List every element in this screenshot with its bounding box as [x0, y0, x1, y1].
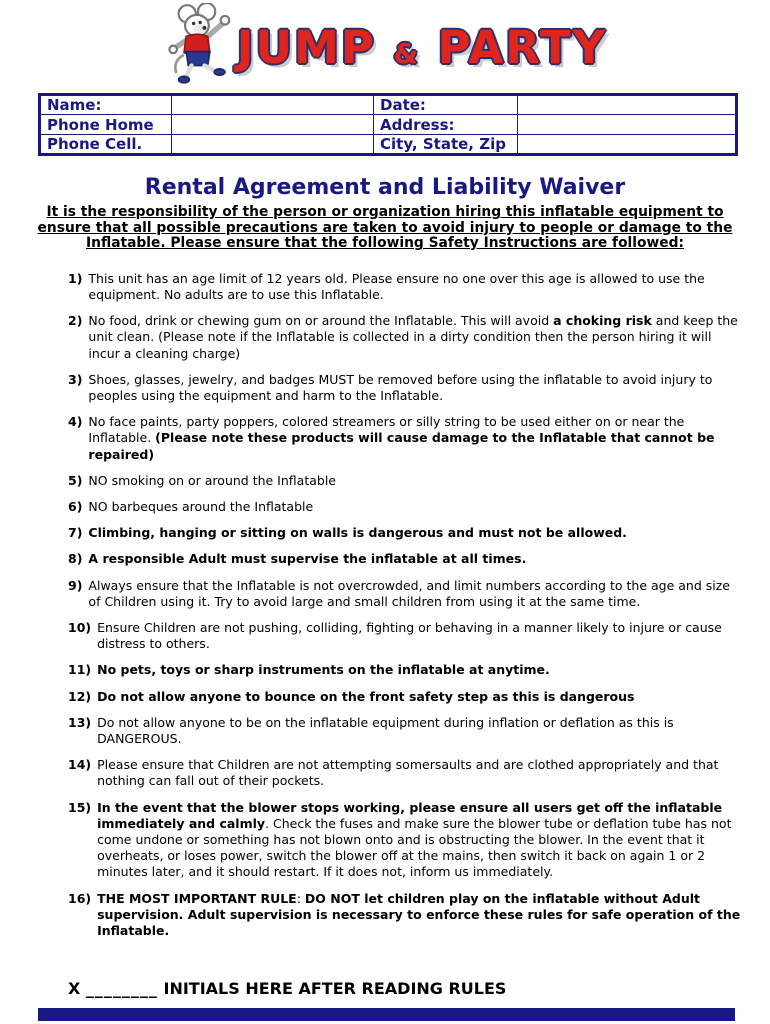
brand-word-jump: JUMP: [236, 20, 376, 74]
name-label: Name:: [40, 95, 172, 115]
rule-text-segment: THE MOST IMPORTANT RULE: [97, 890, 297, 906]
rule-text: [97, 620, 742, 652]
rule-text: [97, 689, 742, 705]
rule-text: [97, 891, 742, 940]
initials-line: [68, 979, 770, 998]
x-mark: X: [68, 979, 81, 999]
phone-home-field[interactable]: [172, 115, 374, 135]
rule-text-segment: (Please note these products will cause damage to the Inflatable that cannot be repaired): [88, 430, 715, 462]
rule-item: [68, 372, 742, 404]
rule-item: [68, 414, 742, 463]
rule-text: [88, 525, 742, 541]
rule-item: [68, 271, 742, 303]
brand-wordmark: [237, 21, 607, 74]
rule-text: [97, 715, 742, 747]
rule-text-segment: :: [296, 890, 305, 906]
rule-number: 5): [68, 472, 83, 488]
rule-text: [97, 662, 742, 678]
rule-item: [68, 578, 742, 610]
city-state-zip-field[interactable]: [518, 135, 737, 155]
rule-number: 11): [68, 662, 92, 678]
next-page-table-edge: [38, 1008, 735, 1021]
rule-text-segment: NO smoking on or around the Inflatable: [88, 472, 336, 488]
company-logo: [0, 0, 770, 88]
rule-text: [88, 578, 742, 610]
rule-number: 6): [68, 499, 83, 515]
table-row: [40, 115, 737, 135]
rule-text-segment: A responsible Adult must supervise the inflatable at all times.: [88, 551, 527, 567]
rule-number: 8): [68, 551, 83, 567]
phone-home-label: Phone Home: [40, 115, 172, 135]
phone-cell-label: Phone Cell.: [40, 135, 172, 155]
rule-text-segment: Shoes, glasses, jewelry, and badges MUST be removed before using the inflatable to avoid injury to peoples using the equipment and harm to the Inflatable.: [88, 371, 713, 403]
rule-number: 14): [68, 757, 92, 773]
rule-text-segment: This unit has an age limit of 12 years old. Please ensure no one over this age is allowed to use the equipment. No adults are to use this Inflatable.: [88, 270, 705, 302]
rule-item: [68, 525, 742, 541]
rule-text-segment: Ensure Children are not pushing, colliding, fighting or behaving in a manner likely to injure or cause distress to others.: [97, 620, 722, 652]
rule-text-segment: a choking risk: [553, 313, 652, 329]
rule-text-segment: DO NOT let children play on the inflatable without Adult supervision. Adult supervision is necessary to enforce these rules for safe operation of the Inflatable.: [97, 890, 741, 939]
rule-item: [68, 800, 742, 881]
rule-item: [68, 499, 742, 515]
rule-text: [88, 313, 742, 362]
rule-number: 2): [68, 313, 83, 329]
rule-text: [88, 271, 742, 303]
address-field[interactable]: [518, 115, 737, 135]
rule-number: 7): [68, 525, 83, 541]
rule-text-segment: Always ensure that the Inflatable is not overcrowded, and limit numbers according to the age and size of Children using it. Try to avoid large and small children from using it at the same time.: [88, 577, 730, 609]
rule-item: [68, 891, 742, 940]
rule-text: [88, 551, 742, 567]
rule-text: [88, 499, 742, 515]
rule-number: 15): [68, 799, 92, 815]
rule-item: [68, 620, 742, 652]
mouse-mascot-icon: [163, 3, 233, 89]
rule-number: 3): [68, 371, 83, 387]
rule-text: [97, 757, 742, 789]
rule-item: [68, 662, 742, 678]
date-label: Date:: [374, 95, 518, 115]
city-state-zip-label: City, State, Zip: [374, 135, 518, 155]
rule-text-segment: No food, drink or chewing gum on or around the Inflatable. This will avoid: [88, 313, 554, 329]
rules-list: [68, 271, 742, 940]
rule-text: [97, 800, 742, 881]
rule-text: [88, 473, 742, 489]
rule-number: 9): [68, 577, 83, 593]
initials-instruction: INITIALS HERE AFTER READING RULES: [163, 979, 507, 999]
initials-blank-field[interactable]: ________: [85, 979, 158, 999]
rule-number: 4): [68, 414, 83, 430]
contact-info-table: [38, 93, 738, 156]
rule-number: 1): [68, 270, 83, 286]
rule-text-segment: Do not allow anyone to be on the inflatable equipment during inflation or deflation as this is DANGEROUS.: [97, 714, 674, 747]
rule-text-segment: In the event that the blower stops working, please ensure all users get off the inflatable immediately and calmly: [97, 799, 723, 831]
rule-item: [68, 689, 742, 705]
rule-number: 16): [68, 890, 92, 906]
rule-text-segment: No face paints, party poppers, colored streamers or silly string to be used either on or near the Inflatable.: [88, 414, 685, 446]
table-row: [40, 95, 737, 115]
rule-number: 13): [68, 714, 92, 730]
rule-text-segment: Please ensure that Children are not attempting somersaults and are clothed appropriately and that nothing can fall out of their pockets.: [97, 757, 719, 789]
rule-text-segment: . Check the fuses and make sure the blower tube or deflation tube has not come undone or something has not blown onto and is obstructing the blower. In the event that it overheats, or loses power, switch the blower off at the mains, then switch it back on again 1 or 2 minutes later, and it should restart. If it does not, inform us immediately.: [97, 815, 732, 880]
rule-item: [68, 313, 742, 362]
rule-text-segment: No pets, toys or sharp instruments on the inflatable at anytime.: [97, 662, 550, 678]
rule-text: [88, 372, 742, 404]
rule-item: [68, 715, 742, 747]
rule-item: [68, 473, 742, 489]
table-row: [40, 135, 737, 155]
rule-number: 12): [68, 688, 92, 704]
date-field[interactable]: [518, 95, 737, 115]
brand-word-party: PARTY: [437, 20, 608, 74]
rule-item: [68, 757, 742, 789]
rule-text-segment: Do not allow anyone to bounce on the front safety step as this is dangerous: [97, 688, 635, 704]
name-field[interactable]: [172, 95, 374, 115]
rule-text-segment: and keep the unit clean. (Please note if the Inflatable is collected in a dirty condition then the person hiring it will incur a cleaning charge): [88, 313, 738, 361]
page-title: Rental Agreement and Liability Waiver: [144, 175, 626, 200]
brand-ampersand: &: [393, 36, 420, 70]
phone-cell-field[interactable]: [172, 135, 374, 155]
rule-text-segment: Climbing, hanging or sitting on walls is dangerous and must not be allowed.: [88, 525, 627, 541]
address-label: Address:: [374, 115, 518, 135]
rule-item: [68, 551, 742, 567]
rule-number: 10): [68, 620, 92, 636]
rule-text: [88, 414, 742, 463]
rule-text-segment: NO barbeques around the Inflatable: [88, 499, 314, 515]
intro-paragraph: It is the responsibility of the person or organization hiring this inflatable equipment to ensure that all possible precautions are taken to avoid injury to people or damage to the Inflatable. Please ensure that the following Safety Instructions are followed:: [37, 204, 733, 252]
